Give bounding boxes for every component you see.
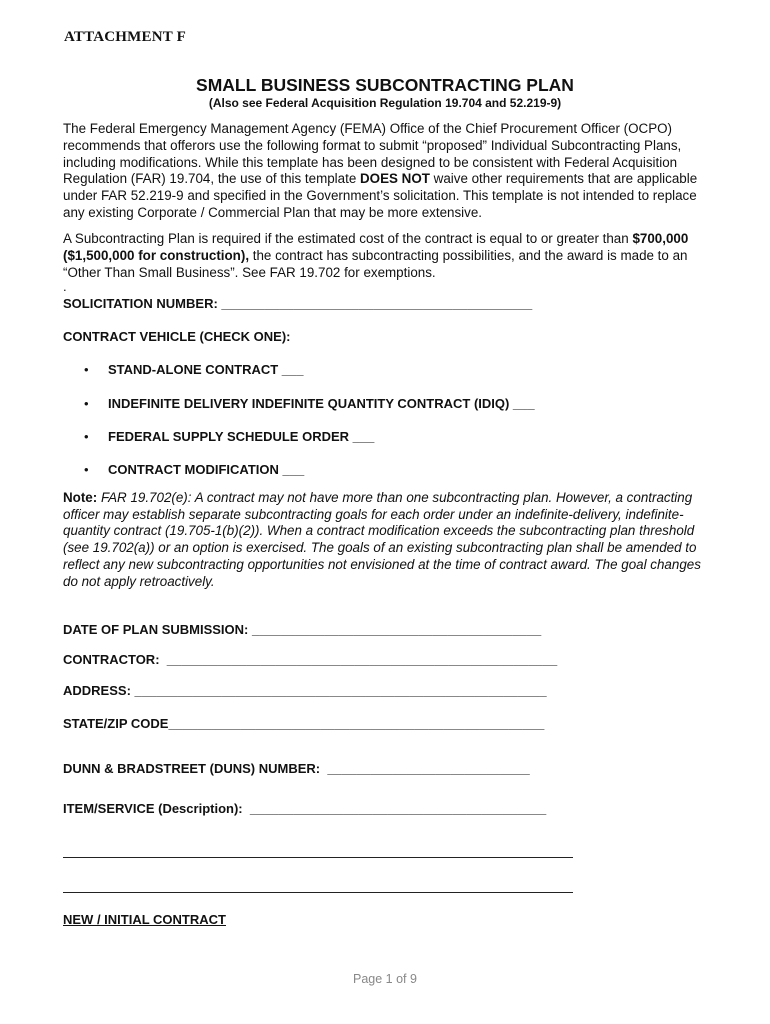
requirement-paragraph — [63, 231, 708, 281]
requirement-bold: $700,000 ($1,500,000 for construction), — [63, 231, 689, 263]
option-fss-order[interactable] — [84, 429, 374, 444]
requirement-text-b: the contract has subcontracting possibilities, and the award is made to an “Other Than Small Business”. See FAR 19.702 for exemptions. — [63, 247, 688, 280]
bullet-icon: • — [84, 396, 89, 411]
bullet-icon: • — [84, 362, 89, 377]
option-label: CONTRACT MODIFICATION ___ — [108, 462, 305, 477]
page-number: Page 1 of 9 — [353, 972, 417, 986]
state-zip-field[interactable]: STATE/ZIP CODE____________________________________________________ — [63, 716, 545, 731]
address-field[interactable]: ADDRESS: _________________________________________________________ — [63, 683, 547, 698]
option-label: FEDERAL SUPPLY SCHEDULE ORDER ___ — [108, 429, 375, 444]
option-stand-alone[interactable] — [84, 362, 304, 377]
page-subtitle: (Also see Federal Acquisition Regulation 19.704 and 52.219-9) — [208, 96, 562, 110]
item-service-field[interactable]: ITEM/SERVICE (Description): _________________________________________ — [63, 801, 547, 816]
contract-vehicle-heading: CONTRACT VEHICLE (CHECK ONE): — [63, 329, 291, 344]
intro-bold: DOES NOT — [360, 171, 430, 187]
note-label: Note: — [63, 490, 98, 505]
contractor-field[interactable]: CONTRACTOR: ______________________________________________________ — [63, 652, 558, 667]
blank-line[interactable] — [63, 857, 573, 858]
stray-dot: . — [63, 279, 67, 294]
intro-paragraph — [63, 121, 708, 222]
page-title: SMALL BUSINESS SUBCONTRACTING PLAN — [196, 75, 574, 95]
note-text: FAR 19.702(e): A contract may not have more than one subcontracting plan. However, a contracting officer may establish separate subcontracting goals for each order under an indefinite-delivery, indefinite-quantity contract (19.705-1(b)(2)). When a contract modification exceeds the subcontracting plan threshold (see 19.702(a)) or an option is exercised. The goals of an existing subcontracting plan shall be amended to reflect any new subcontracting opportunities not envisioned at the time of contract award. The goal changes do not apply retroactively. — [63, 490, 701, 589]
intro-text-b: waive other requirements that are applicable under FAR 52.219-9 and specified in the Government’s solicitation. This template is not intended to replace any existing Corporate / Commercial Plan that may be more extensive. — [63, 171, 698, 220]
option-idiq[interactable] — [84, 396, 535, 411]
duns-number-field[interactable]: DUNN & BRADSTREET (DUNS) NUMBER: ____________________________ — [63, 761, 530, 776]
note-paragraph — [63, 490, 703, 590]
bullet-icon: • — [84, 462, 89, 477]
blank-line[interactable] — [63, 892, 573, 893]
bullet-icon: • — [84, 429, 89, 444]
attachment-label: ATTACHMENT F — [64, 29, 186, 45]
option-label: STAND-ALONE CONTRACT ___ — [108, 362, 304, 377]
solicitation-number-field[interactable]: SOLICITATION NUMBER: ___________________________________________ — [63, 296, 533, 311]
option-label: INDEFINITE DELIVERY INDEFINITE QUANTITY CONTRACT (IDIQ) ___ — [108, 396, 535, 411]
intro-text-a: The Federal Emergency Management Agency (FEMA) Office of the Chief Procurement Officer (OCPO) recommends that offerors use the following format to submit “proposed” Individual Subcontracting Plans, including modifications. While this template has been designed to be consistent with Federal Acquisition Regulation (FAR) 19.704, the use of this template — [63, 121, 682, 187]
requirement-text-a: A Subcontracting Plan is required if the estimated cost of the contract is equal to or greater than — [63, 231, 633, 246]
option-modification[interactable] — [84, 462, 304, 477]
new-initial-contract-heading: NEW / INITIAL CONTRACT — [63, 912, 226, 927]
date-of-plan-field[interactable]: DATE OF PLAN SUBMISSION: ________________________________________ — [63, 622, 542, 637]
